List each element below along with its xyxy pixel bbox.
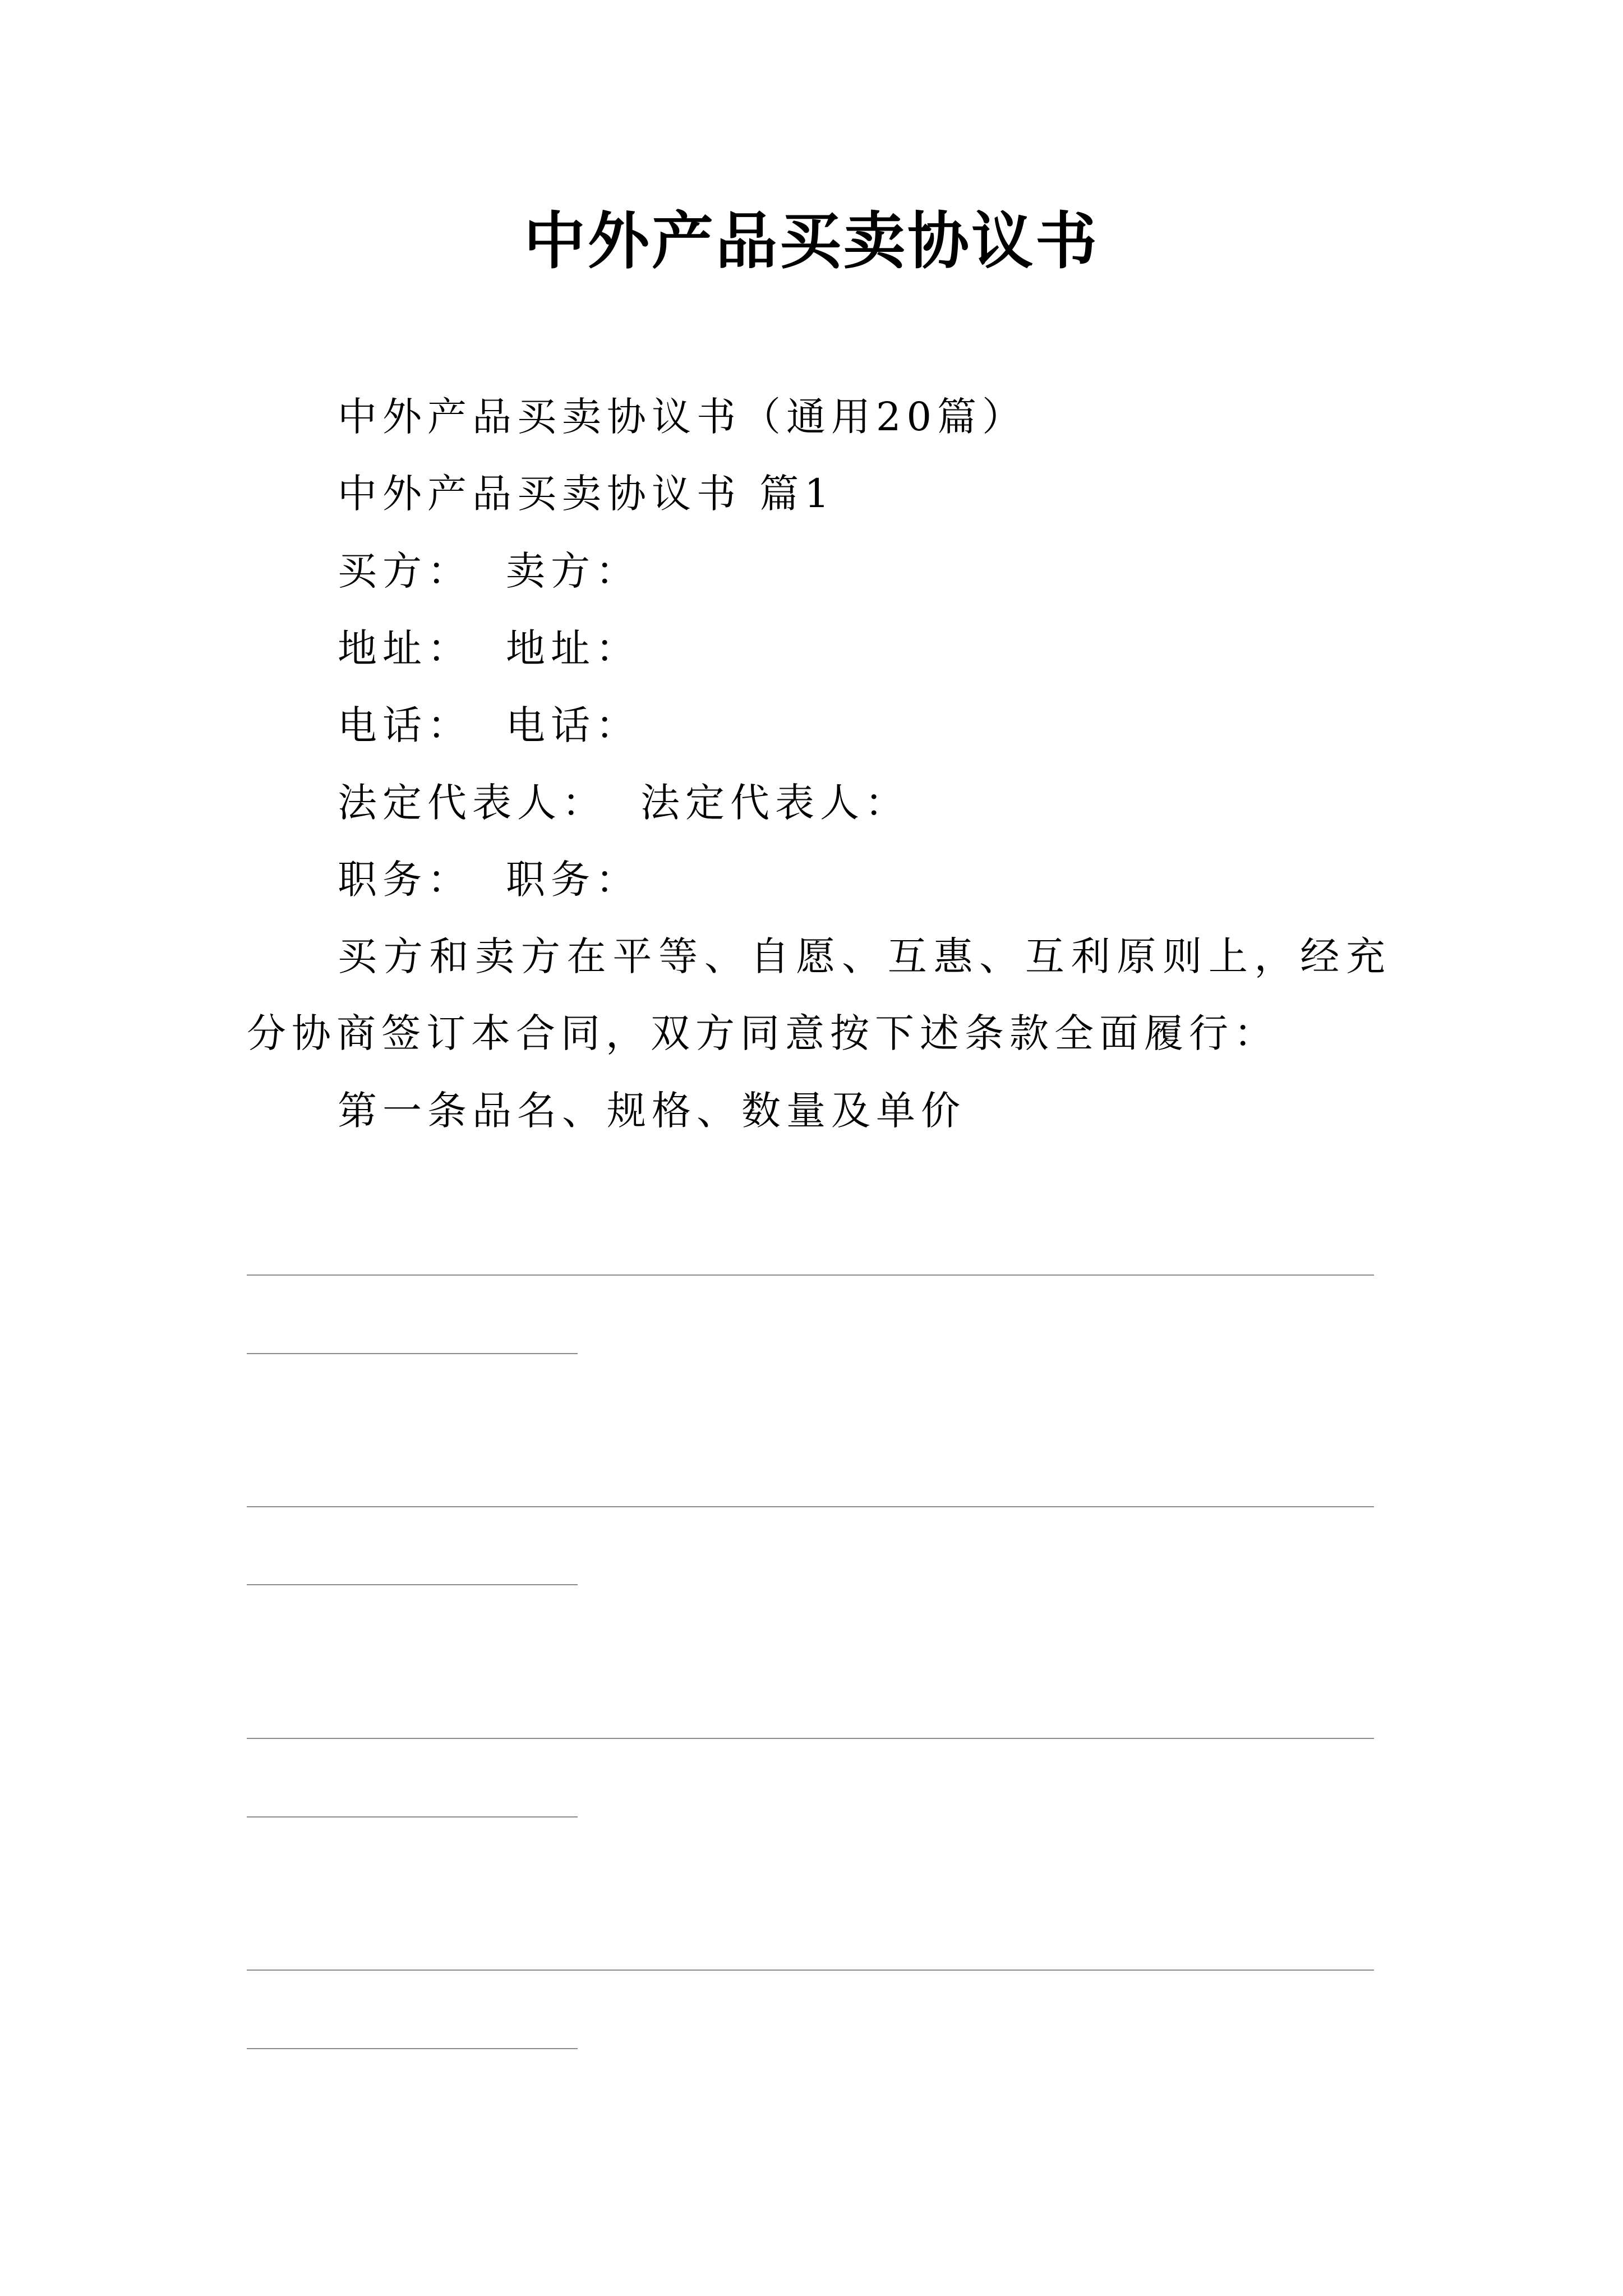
buyer-phone-label: 电话：	[338, 702, 472, 748]
buyer-label: 买方：	[338, 548, 472, 594]
blank-fill-line	[247, 1738, 1374, 1739]
party-row-buyer-seller	[338, 543, 640, 599]
blank-fill-line	[247, 1274, 1374, 1276]
section-heading: 中外产品买卖协议书 篇1	[338, 471, 835, 517]
buyer-legal-rep-label: 法定代表人：	[338, 780, 607, 826]
seller-label: 卖方：	[506, 548, 640, 594]
party-row-address	[338, 620, 640, 677]
article-one-heading: 第一条品名、规格、数量及单价	[338, 1088, 966, 1134]
buyer-address-label: 地址：	[338, 625, 472, 671]
seller-position-label: 职务：	[506, 857, 640, 903]
document-subtitle: 中外产品买卖协议书（通用20篇）	[338, 394, 1027, 440]
document-title: 中外产品买卖协议书	[524, 205, 1099, 277]
party-row-position	[338, 852, 640, 908]
blank-fill-line	[247, 1970, 1374, 1971]
blank-fill-line	[247, 2048, 578, 2049]
intro-paragraph: 买方和卖方在平等、自愿、互惠、互利原则上，经充分协商签订本合同，双方同意按下述条款全面履行：	[247, 933, 1391, 1056]
party-row-phone	[338, 697, 640, 753]
blank-fill-line	[247, 1816, 578, 1818]
blank-fill-line	[247, 1584, 578, 1585]
buyer-position-label: 职务：	[338, 857, 472, 903]
blank-fill-line	[247, 1506, 1374, 1507]
party-row-legal-rep	[338, 775, 910, 831]
seller-phone-label: 电话：	[506, 702, 640, 748]
blank-fill-line	[247, 1353, 578, 1354]
seller-legal-rep-label: 法定代表人：	[640, 780, 910, 826]
seller-address-label: 地址：	[506, 625, 640, 671]
